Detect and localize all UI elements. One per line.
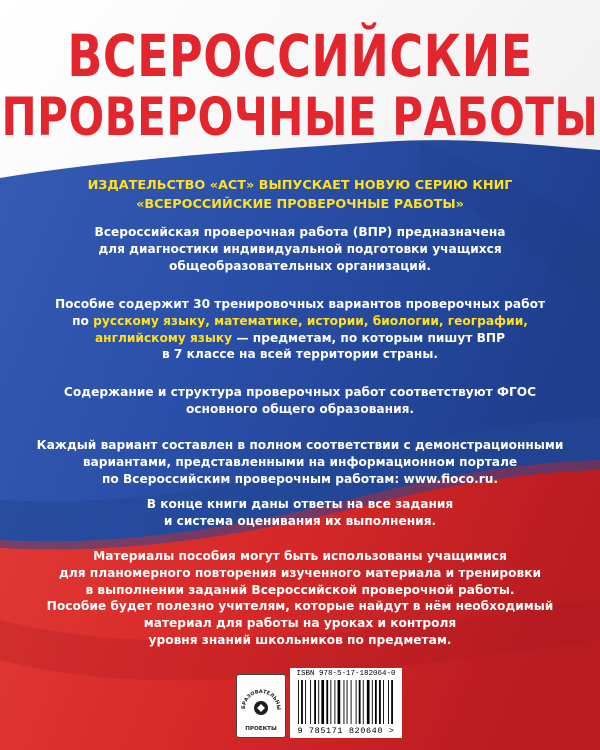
series-headline bbox=[30, 176, 570, 214]
text-line: для диагностики индивидуальной подготовки учащихся bbox=[98, 241, 502, 256]
publisher-logo bbox=[236, 674, 286, 738]
text-line: Пособие содержит 30 тренировочных вариантов проверочных работ bbox=[54, 297, 546, 311]
text-line bbox=[30, 313, 570, 330]
paragraph-answers bbox=[30, 496, 570, 530]
text-line: Содержание и структура проверочных работ соответствуют ФГОС bbox=[63, 385, 537, 399]
publisher-logo-text-top: БРАЗОВАТЕЛЬНЫ bbox=[240, 688, 282, 711]
text-line: вариантами, представленными на информационном портале bbox=[82, 454, 518, 469]
publisher-logo-text-bottom: ПРОЕКТЫ bbox=[245, 726, 277, 732]
text-line: в выполнении заданий Всероссийской проверочной работы. bbox=[85, 582, 515, 597]
barcode-number: 9 785171 820640 > bbox=[297, 726, 395, 736]
series-headline-line-2: «ВСЕРОССИЙСКИЕ ПРОВЕРОЧНЫЕ РАБОТЫ» bbox=[136, 197, 464, 212]
text-line: Пособие будет полезно учителям, которые найдут в нём необходимый bbox=[46, 599, 554, 614]
text-line: общеобразовательных организаций. bbox=[168, 258, 432, 273]
text-line bbox=[30, 330, 570, 347]
subjects-highlight: русскому языку, математике, истории, биологии, географии, bbox=[93, 313, 528, 328]
paragraph-vpr-purpose bbox=[30, 224, 570, 274]
text-line: для планомерного повторения изученного материала и тренировки bbox=[58, 565, 542, 580]
title-line-1: ВСЕРОССИЙСКИЕ bbox=[67, 22, 533, 90]
subjects-highlight: английскому языку bbox=[94, 330, 233, 345]
paragraph-book-contents bbox=[30, 296, 570, 363]
paragraph-fgos bbox=[30, 384, 570, 418]
series-headline-line-1: ИЗДАТЕЛЬСТВО «АСТ» ВЫПУСКАЕТ НОВУЮ СЕРИЮ КНИГ bbox=[87, 178, 513, 193]
publisher-logo-icon bbox=[237, 675, 285, 737]
text-line: основного общего образования. bbox=[185, 401, 415, 416]
text-line: по Всероссийским проверочным работам: www.fioco.ru. bbox=[101, 471, 499, 486]
text-line: В конце книги даны ответы на все задания bbox=[146, 497, 454, 511]
isbn-barcode bbox=[290, 668, 402, 738]
title-line-2: ПРОВЕРОЧНЫЕ РАБОТЫ bbox=[1, 86, 599, 148]
text-line: Всероссийская проверочная работа (ВПР) предназначена bbox=[94, 225, 506, 239]
text-line: уровня знаний школьников по предметам. bbox=[148, 632, 452, 647]
text-line: и система оценивания их выполнения. bbox=[163, 513, 437, 528]
text-fragment: по bbox=[72, 313, 94, 328]
isbn-number: ISBN 978-5-17-182064-0 bbox=[296, 670, 396, 678]
text-line: Материалы пособия могут быть использованы учащимися bbox=[93, 549, 507, 563]
text-line: Каждый вариант составлен в полном соответствии с демонстрационными bbox=[36, 438, 564, 452]
text-line: в 7 классе на всей территории страны. bbox=[161, 347, 439, 362]
paragraph-usage bbox=[30, 548, 570, 649]
text-fragment: — предметам, по которым пишут ВПР bbox=[232, 330, 506, 345]
paragraph-variants bbox=[30, 437, 570, 487]
text-line: материал для работы на уроках и контроля bbox=[143, 616, 457, 631]
